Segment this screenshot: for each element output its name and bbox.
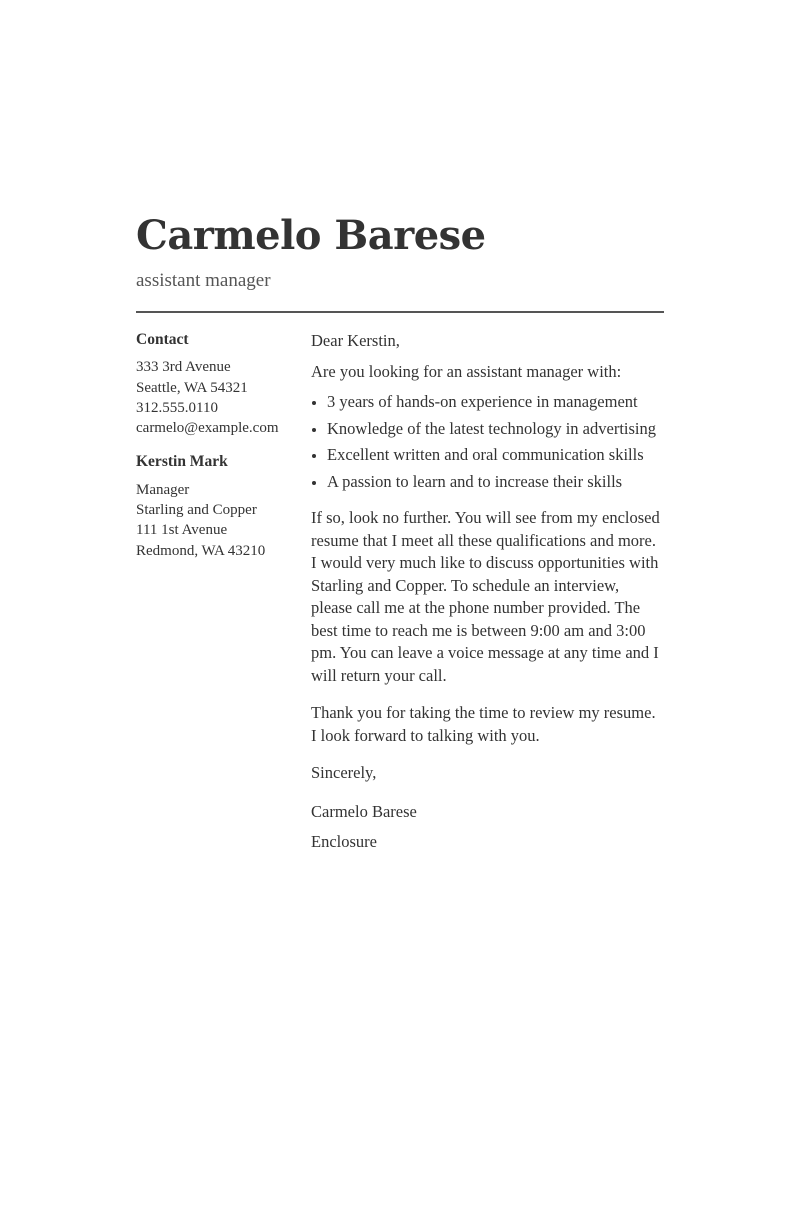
cover-letter xyxy=(136,210,664,862)
contact-email: carmelo@example.com xyxy=(136,420,279,437)
recipient-city: Redmond, WA 43210 xyxy=(136,542,266,559)
list-item: • Excellent written and oral communication skills xyxy=(327,444,664,467)
list-item: • 3 years of hands-on experience in management xyxy=(327,391,664,414)
recipient-block xyxy=(136,452,311,560)
list-item: • A passion to learn and to increase their skills xyxy=(327,471,664,494)
closing: Sincerely, xyxy=(311,763,377,782)
applicant-name: Carmelo Barese xyxy=(136,212,486,259)
sidebar xyxy=(136,330,311,862)
recipient-company: Starling and Copper xyxy=(136,502,257,519)
salutation: Dear Kerstin, xyxy=(311,331,400,350)
contact-phone: 312.555.0110 xyxy=(136,399,218,416)
contact-heading: Contact xyxy=(136,331,189,348)
paragraph-2: I would very much like to discuss opportunities with Starling and Copper. To schedule an interview, please call me at the phone number provided. The best time to reach me is between 9:00 am and 3:00 pm. You can leave a voice message at any time and I will return your call. xyxy=(311,553,659,685)
contact-street: 333 3rd Avenue xyxy=(136,359,231,376)
paragraph-1: If so, look no further. You will see from my enclosed resume that I meet all these qualifications and more. xyxy=(311,508,660,550)
recipient-name: Kerstin Mark xyxy=(136,453,228,471)
enclosure: Enclosure xyxy=(311,832,377,851)
recipient-street: 111 1st Avenue xyxy=(136,522,228,539)
signature: Carmelo Barese xyxy=(311,801,417,821)
paragraph-3: Thank you for taking the time to review my resume. I look forward to talking with you. xyxy=(311,703,656,745)
list-item: • Knowledge of the latest technology in advertising xyxy=(327,418,664,441)
applicant-title: assistant manager xyxy=(136,270,271,291)
header-divider xyxy=(136,311,664,313)
contact-block xyxy=(136,330,311,438)
letter-body xyxy=(311,330,664,862)
qualifications-list xyxy=(311,391,664,493)
contact-city: Seattle, WA 54321 xyxy=(136,379,248,396)
recipient-title: Manager xyxy=(136,481,190,498)
intro: Are you looking for an assistant manager with: xyxy=(311,361,622,381)
